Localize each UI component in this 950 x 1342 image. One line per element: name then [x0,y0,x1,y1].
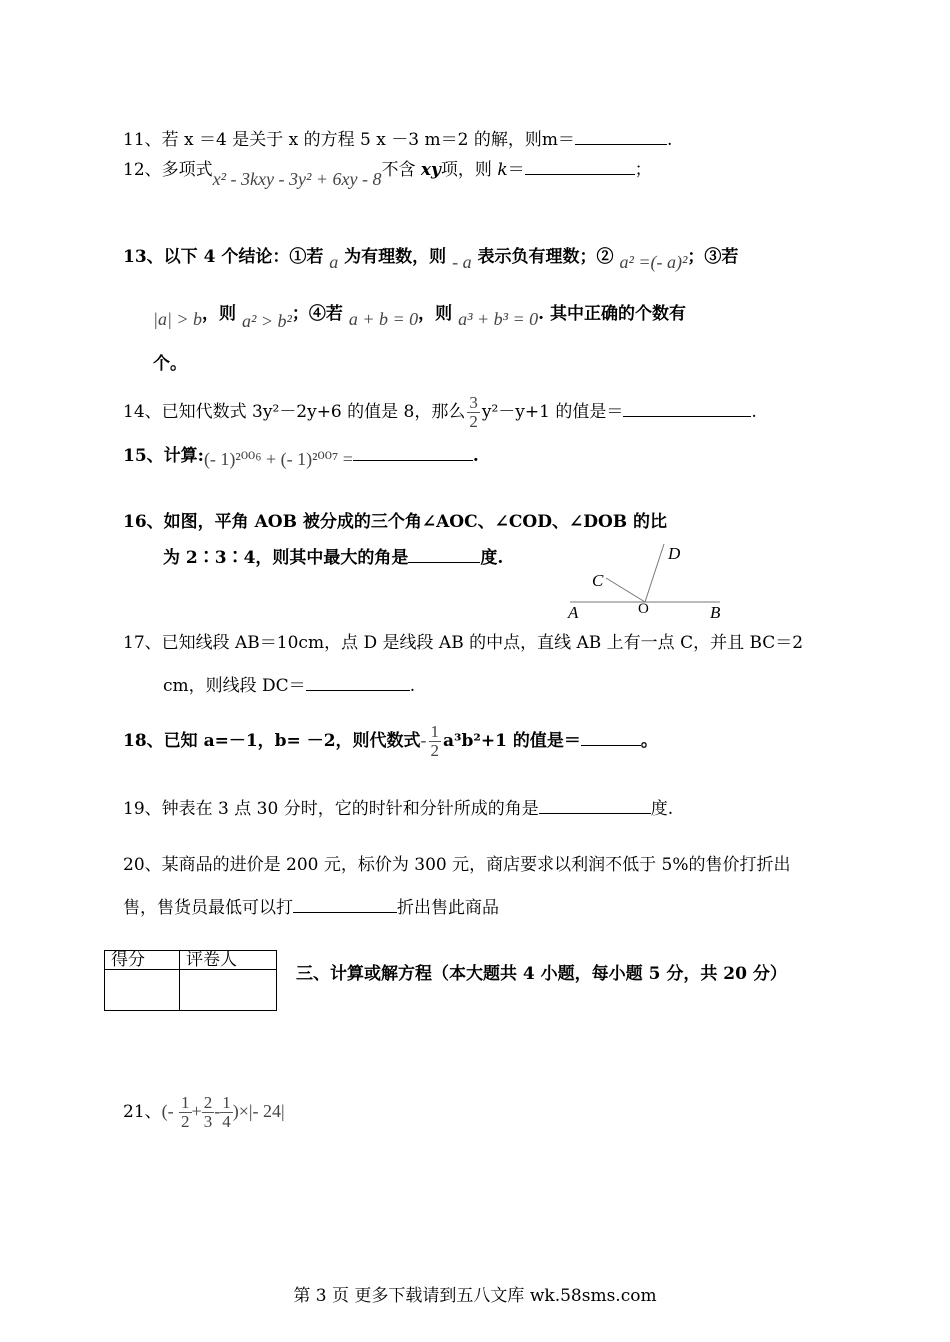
question-18: 18、已知 a=－1，b= －2，则代数式- $\frac{1}{2}$ a³b²+1 的值是＝ 。 [123,722,658,760]
answer-blank [581,729,641,746]
question-20-line2: 售，售货员最低可以打 折出售此商品 [123,898,499,918]
answer-blank [623,400,751,417]
question-13-line1: 13、以下 4 个结论：①若 a 为有理数，则 - a 表示负有理数；② a² =(- a)²；③若 [123,247,739,272]
grader-header: 评卷人 [180,951,277,970]
question-21: 21、(- $\frac{1}{2}$ + $\frac{2}{3}$ - $\frac{1}{4}$ )×|- 24| [123,1093,285,1131]
score-table [104,950,277,1011]
question-17-line1: 17、已知线段 AB＝10cm，点 D 是线段 AB 的中点，直线 AB 上有一点 C，并且 BC＝2 [123,633,804,653]
fraction: $\frac{1}{4}$ [222,1093,231,1131]
question-20-line1: 20、某商品的进价是 200 元，标价为 300 元，商店要求以利润不低于 5%的售价打折出 [123,855,791,875]
label-a: A [568,603,579,622]
fraction: $\frac{2}{3}$ [203,1093,213,1131]
question-13-line2: |a| > b，则 a² > b²；④若 a + b = 0，则 a³ + b³ = 0. 其中正确的个数有 [153,304,686,331]
page-footer: 第 3 页 更多下载请到五八文库 wk.58sms.com [293,1286,657,1306]
fraction: $\frac{1}{2}$ [181,1093,190,1131]
score-header: 得分 [105,951,180,970]
question-17-line2: cm，则线段 DC＝ . [163,676,416,696]
ray-oc [606,578,645,602]
question-11: 11、若 x ＝4 是关于 x 的方程 5 x －3 m＝2 的解，则m＝ . [123,130,673,150]
fraction: $\frac{3}{2}$ [469,393,478,431]
question-14: 14、已知代数式 3y²－2y+6 的值是 8，那么 $\frac{3}{2}$ y²－y+1 的值是＝ . [123,393,757,431]
answer-blank [525,158,635,175]
math-expression: x² - 3kxy - 3y² + 6xy - 8 [212,169,382,189]
answer-blank [353,444,473,461]
ray-od [645,544,664,602]
answer-blank [293,896,397,913]
label-c: C [592,571,604,590]
answer-blank [575,128,667,145]
math-expression: (- 1)²⁰⁰⁶ + (- 1)²⁰⁰⁷ = [203,449,353,469]
question-12: 12、多项式x² - 3kxy - 3y² + 6xy - 8不含 xy项，则 k＝ ； [123,160,652,189]
label-b: B [710,603,721,622]
question-15: 15、计算:(- 1)²⁰⁰⁶ + (- 1)²⁰⁰⁷ = . [123,446,479,469]
label-d: D [668,544,681,563]
grader-cell [180,970,277,1011]
question-13-line3: 个。 [153,354,187,374]
question-16-line1: 16、如图，平角 AOB 被分成的三个角∠AOC、∠COD、∠DOB 的比 [123,512,668,532]
fraction: $\frac{1}{2}$ [430,722,440,760]
score-cell [105,970,180,1011]
question-16-line2: 为 2∶3∶4，则其中最大的角是 度. [163,548,504,568]
answer-blank [408,546,480,563]
section-heading: 三、计算或解方程（本大题共 4 小题，每小题 5 分，共 20 分） [296,964,787,984]
answer-blank [539,797,651,814]
answer-blank [306,674,410,691]
label-o: O [638,601,649,617]
question-19: 19、钟表在 3 点 30 分时，它的时针和分针所成的角是 度. [123,799,674,819]
